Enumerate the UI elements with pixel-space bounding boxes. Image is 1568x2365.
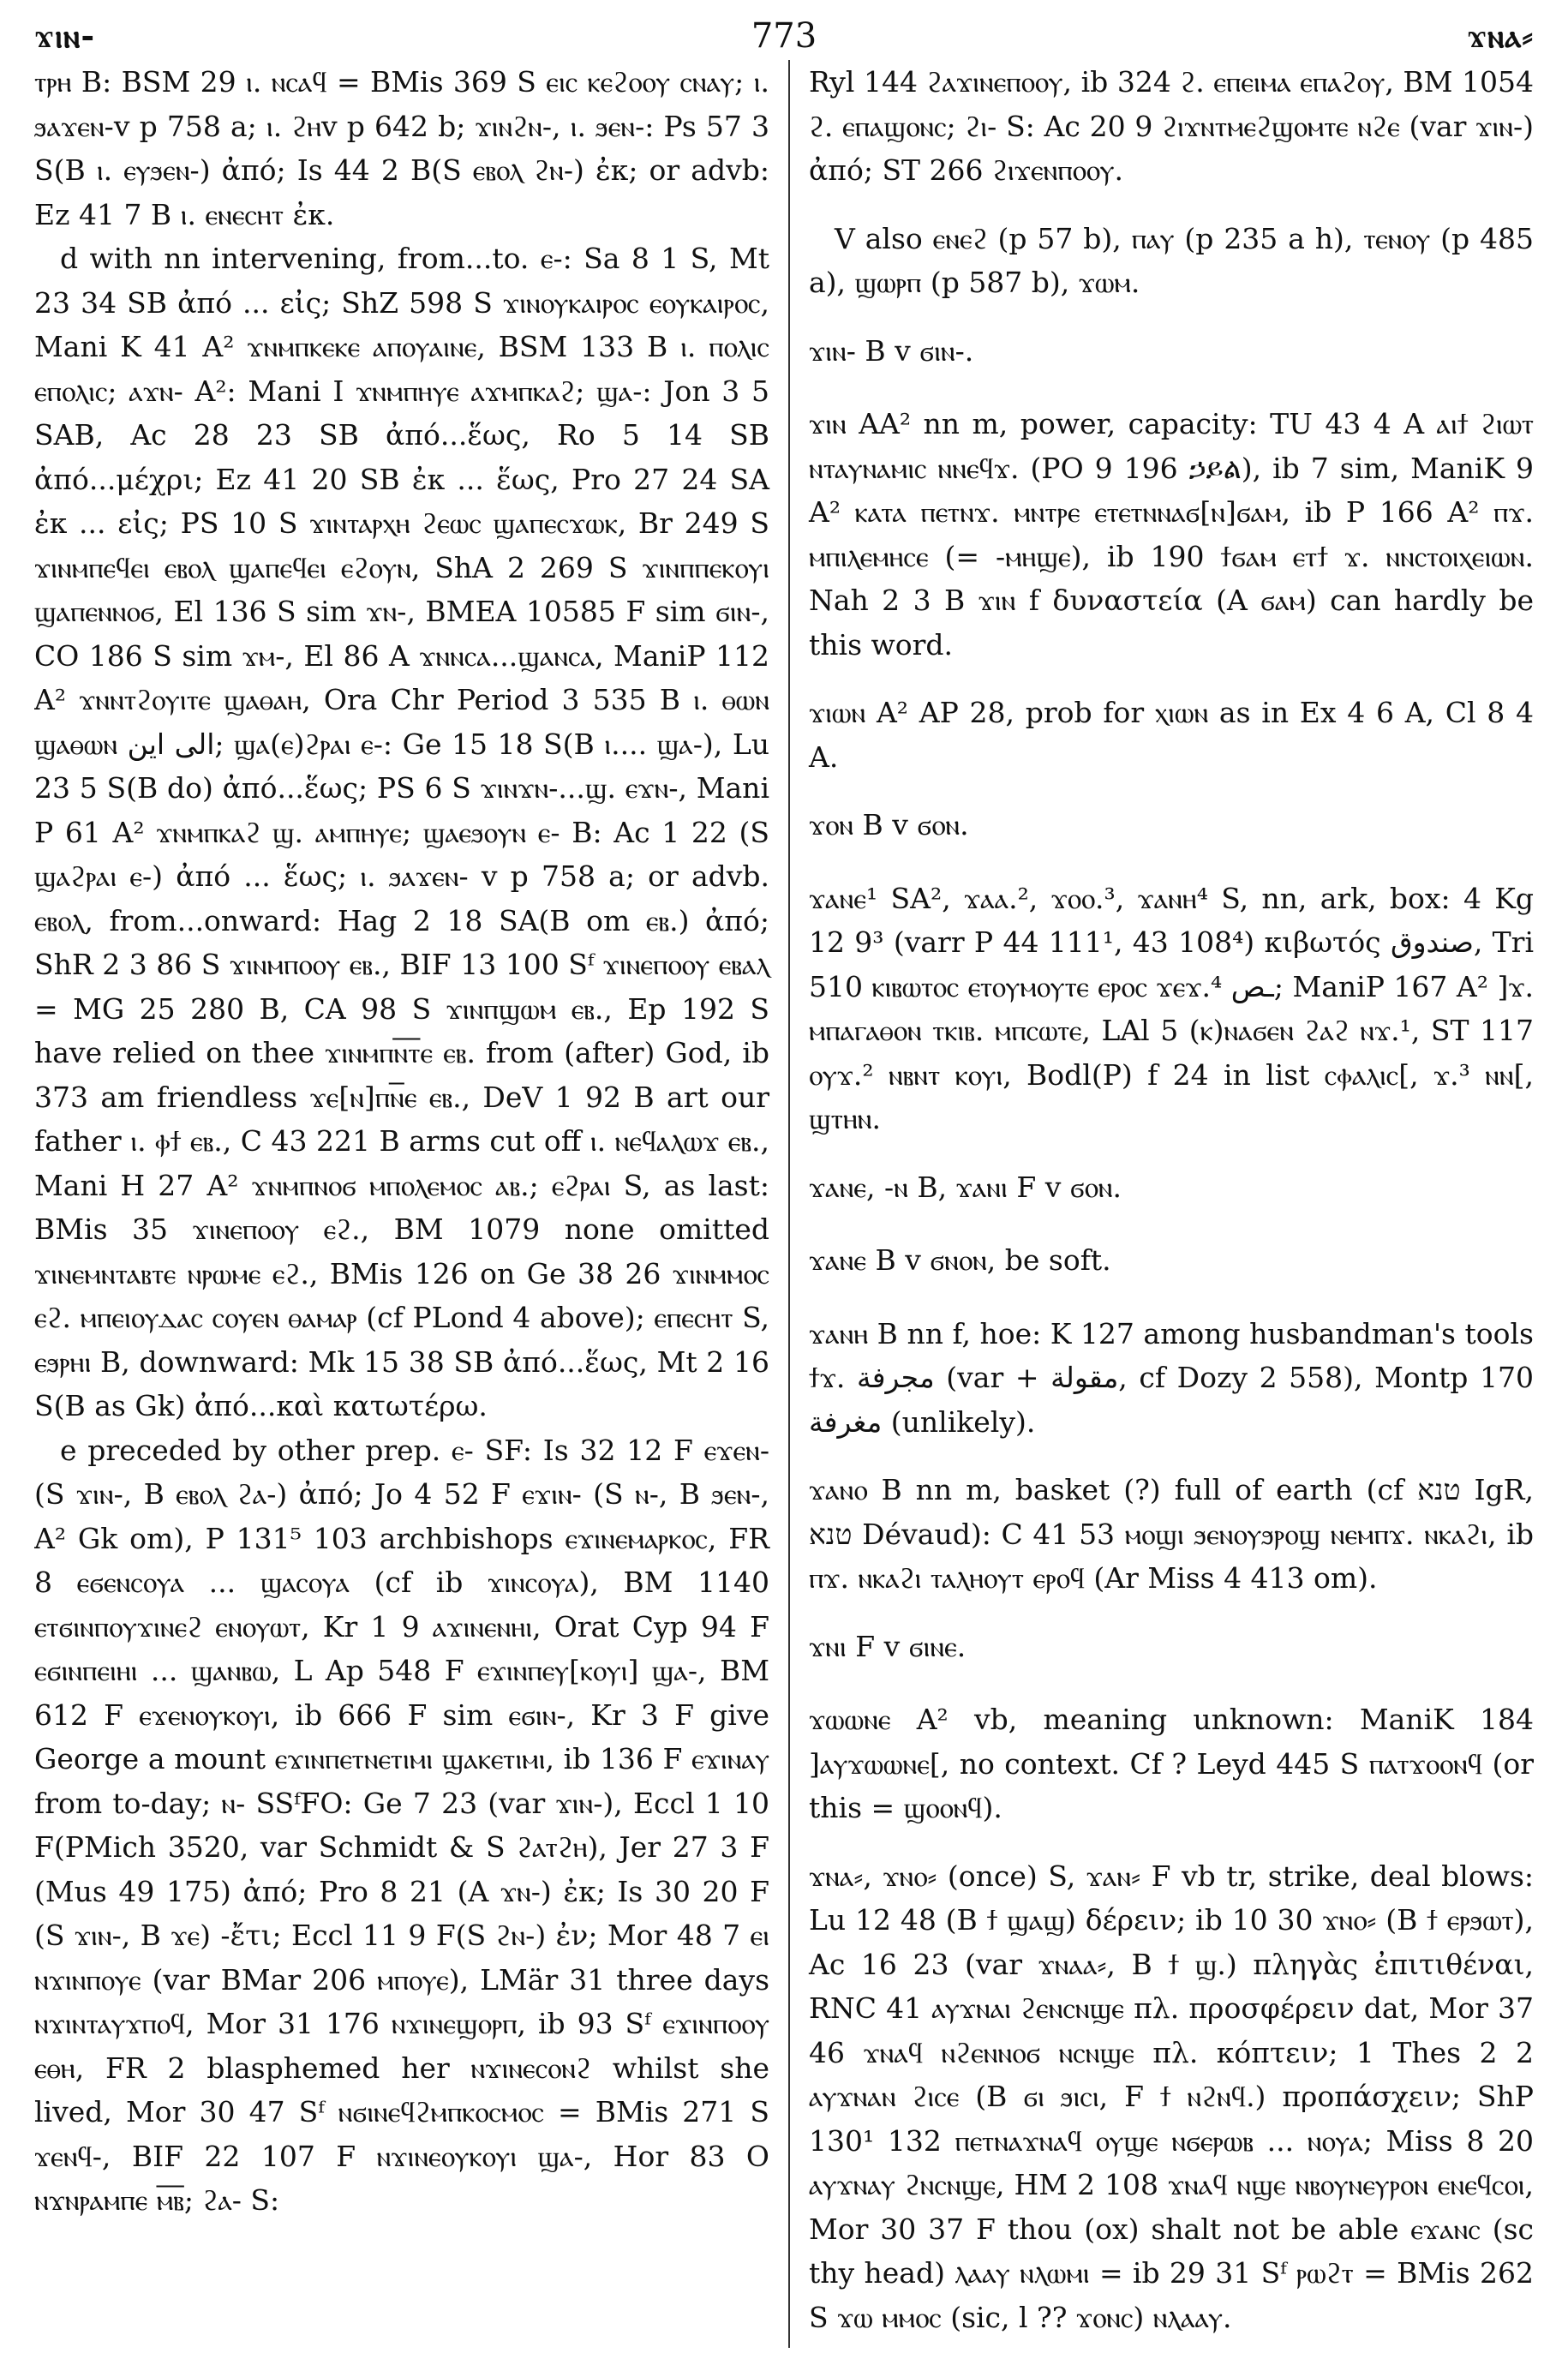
page-number: 773 [751, 16, 817, 56]
right-column [790, 60, 1534, 2348]
dictionary-entry [809, 1468, 1534, 1601]
entry-text: ϫⲓⲛ- B v ϭⲓⲛ-. [809, 333, 974, 368]
entry-text: V also ⲉⲛⲉϩ (p 57 b), ⲡⲁⲩ (p 235 a h), ⲧⲉⲛⲟⲩ (p 485 a), ϣⲱⲣⲡ (p 587 b), ϫⲱⲙ. [809, 221, 1534, 299]
dictionary-entry [809, 1165, 1534, 1210]
entry-text: ϫⲓⲛ AA² nn m, power, capacity: TU 43 4 A ⲁⲓϯ ϩⲓⲱⲧ ⲛⲧⲁⲩⲛⲁⲙⲓⲥ ⲛⲛⲉϥϫ. (PO 9 196 ኃይል), ib 7 sim, ManiK 9 A² ⲕⲁⲧⲁ ⲡⲉⲧⲛϫ. ⲙⲛⲧⲣⲉ ⲉⲧⲉⲧⲛⲛⲁϭ[ⲛ]ϭⲁⲙ, ib P 166 A² ⲡϫ. ⲙⲡⲓⲗⲉⲙⲏⲥⲉ (= -ⲙⲏϣⲉ), ib 190 ϯϭⲁⲙ ⲉⲧϯ ϫ. ⲛⲛⲥⲧⲟⲓⲭⲉⲓⲱⲛ. Nah 2 3 B ϫⲓⲛ f δυναστεία (A ϭⲁⲙ) can hardly be this word. [809, 407, 1534, 662]
subsection-d: d with nn intervening, from...to. ⲉ-: Sa 8 1 S, Mt 23 34 SB ἀπό ... εἰς; ShZ 598 S ϫⲓⲛⲟⲩⲕⲁⲓⲣⲟⲥ ⲉⲟⲩⲕⲁⲓⲣⲟⲥ, Mani K 41 A² ϫⲛⲙⲡⲕⲉⲕⲉ ⲁⲡⲟⲩⲁⲓⲛⲉ, BSM 133 B ⲓ. ⲡⲟⲗⲓⲥ ⲉⲡⲟⲗⲓⲥ; ⲁϫⲛ- A²: Mani I ϫⲛⲙⲡⲏⲩⲉ ⲁϫⲙⲡⲕⲁϩ; ϣⲁ-: Jon 3 5 SAB, Ac 28 23 SB ἀπό...ἕως, Ro 5 14 SB ἀπό...μέχρι; Ez 41 20 SB ἐκ ... ἕως, Pro 27 24 SA ἐκ ... εἰς; PS 10 S ϫⲓⲛⲧⲁⲣⲭⲏ ϩⲉⲱⲥ ϣⲁⲡⲉⲥϫⲱⲕ, Br 249 S ϫⲓⲛⲙⲡⲉϥⲉⲓ ⲉⲃⲟⲗ ϣⲁⲡⲉϥⲉⲓ ⲉϩⲟⲩⲛ, ShA 2 269 S ϫⲓⲛⲡⲡⲉⲕⲟⲩⲓ ϣⲁⲡⲉⲛⲛⲟϭ, El 136 S sim ϫⲛ-, BMEA 10585 F sim ϭⲓⲛ-, CO 186 S sim ϫⲙ-, El 86 A ϫⲛⲛⲥⲁ...ϣⲁⲛⲥⲁ, ManiP 112 A² ϫⲛⲛⲧϩⲟⲩⲓⲧⲉ ϣⲁⲑⲁⲏ, Ora Chr Period 3 535 B ⲓ. ⲑⲱⲛ ϣⲁⲑⲱⲛ الى اين; ϣⲁ(ⲉ)ϩⲣⲁⲓ ⲉ-: Ge 15 18 S(B ⲓ.... ϣⲁ-), Lu 23 5 S(B do) ἀπό...ἕως; PS 6 S ϫⲓⲛϫⲛ-...ϣ. ⲉϫⲛ-, Mani P 61 A² ϫⲛⲙⲡⲕⲁϩ ϣ. ⲁⲙⲡⲏⲩⲉ; ϣⲁⲉϧⲟⲩⲛ ⲉ- B: Ac 1 22 (S ϣⲁϩⲣⲁⲓ ⲉ-) ἀπό ... ἕως; ⲓ. ϧⲁϫⲉⲛ- v p 758 a; or advb. ⲉⲃⲟⲗ, from...onward: Hag 2 18 SA(B om ⲉⲃ.) ἀπό; ShR 2 3 86 S ϫⲓⲛⲙⲡⲟⲟⲩ ⲉⲃ., BIF 13 100 Sᶠ ϫⲓⲛⲉⲡⲟⲟⲩ ⲉⲃⲁⲗ = MG 25 280 B, CA 98 S ϫⲓⲛⲡϣⲱⲙ ⲉⲃ., Ep 192 S have relied on thee ϫⲓⲛⲙⲡⲛ︦ⲧ︦ⲉ ⲉⲃ. from (after) God, ib 373 am friendless ϫⲉ[ⲛ]ⲡⲛ︦ⲉ ⲉⲃ., DeV 1 92 B art our father ⲓ. ⲫϯ ⲉⲃ., C 43 221 B arms cut off ⲓ. ⲛⲉϥⲁⲗⲱϫ ⲉⲃ., Mani H 27 A² ϫⲛⲙⲡⲛⲟϭ ⲙⲡⲟⲗⲉⲙⲟⲥ ⲁⲃ.; ⲉϩⲣⲁⲓ S, as last: BMis 35 ϫⲓⲛⲉⲡⲟⲟⲩ ⲉϩ., BM 1079 none omitted ϫⲓⲛⲉⲙⲛⲧⲁⲃⲧⲉ ⲛⲣⲱⲙⲉ ⲉϩ., BMis 126 on Ge 38 26 ϫⲓⲛⲙⲙⲟⲥ ⲉϩ. ⲙⲡⲉⲓⲟⲩⲇⲁⲥ ⲥⲟⲩⲉⲛ ⲑⲁⲙⲁⲣ (cf PLond 4 above); ⲉⲡⲉⲥⲏⲧ S, ⲉϧⲣⲏⲓ B, downward: Mk 15 38 SB ἀπό...ἕως, Mt 2 16 S(B as Gk) ἀπό...καὶ κατωτέρω. [34, 242, 769, 1422]
entry-text: ϫⲁⲛⲟ B nn m, basket (?) full of earth (cf טנא IgR, טנא Dévaud): C 41 53 ⲙⲟϣⲓ ϧⲉⲛⲟⲩϧⲣⲟϣ ⲛⲉⲙⲡϫ. ⲛⲕⲁϩⲓ, ib ⲡϫ. ⲛⲕⲁϩⲓ ⲧⲁⲗⲏⲟⲩⲧ ⲉⲣⲟϥ (Ar Miss 4 413 om). [809, 1473, 1534, 1595]
entry-text: ϫⲛⲁ⸗, ϫⲛⲟ⸗ (once) S, ϫⲁⲛ⸗ F vb tr, strike, deal blows: Lu 12 48 (B ϯ ϣⲁϣ) δέρειν; ib 10 30 ϫⲛⲟ⸗ (B ϯ ⲉⲣϧⲱⲧ), Ac 16 23 (var ϫⲛⲁⲁ⸗, B ϯ ϣ.) πληγὰς ἐπιτιθέναι, RNC 41 ⲁⲩϫⲛⲁⲓ ϩⲉⲛⲥⲛϣⲉ πλ. προσφέρειν dat, Mor 37 46 ϫⲛⲁϥ ⲛϩⲉⲛⲛⲟϭ ⲛⲥⲛϣⲉ πλ. κόπτειν; 1 Thes 2 2 ⲁⲩϫⲛⲁⲛ ϩⲓⲥⲉ (B ϭⲓ ϧⲓⲥⲓ, F ϯ ⲛϩⲛϥ.) προπάσχειν; ShP 130¹ 132 ⲡⲉⲧⲛⲁϫⲛⲁϥ ⲟⲩϣⲉ ⲛϭⲉⲣⲱⲃ ... ⲛⲟⲩⲁ; Miss 8 20 ⲁⲩϫⲛⲁⲩ ϩⲛⲥⲛϣⲉ, HM 2 108 ϫⲛⲁϥ ⲛϣⲉ ⲛⲃⲟⲩⲛⲉⲩⲣⲟⲛ ⲉⲛⲉϥⲥⲟⲓ, Mor 30 37 F thou (ox) shalt not be able ⲉϫⲁⲛⲥ (sc thy head) ⲗⲁⲁⲩ ⲛⲗⲱⲙⲓ = ib 29 31 Sᶠ ⲣⲱϩⲧ = BMis 262 S ϫⲱ ⲙⲙⲟⲥ (sic, l ?? ϫⲟⲛⲥ) ⲛⲗⲁⲁⲩ. [809, 1859, 1534, 2334]
two-column-body [34, 60, 1534, 2348]
left-column [34, 60, 788, 2348]
dictionary-entry [809, 329, 1534, 374]
dictionary-entry [809, 803, 1534, 847]
dictionary-entry [809, 1625, 1534, 1669]
dictionary-entry [809, 1312, 1534, 1445]
dictionary-entry [809, 1854, 1534, 2340]
entry-text: ϫⲓⲱⲛ A² AP 28, prob for ⲭⲓⲱⲛ as in Ex 4 6 A, Cl 8 4 A. [809, 696, 1534, 774]
page-header [34, 10, 1534, 62]
dictionary-entry [809, 402, 1534, 667]
running-head-left: ϫⲓⲛ- [34, 16, 96, 55]
dictionary-entry [809, 1238, 1534, 1283]
cross-reference-entry [809, 217, 1534, 305]
entry-text: ϫⲁⲛⲉ, -ⲛ B, ϫⲁⲛⲓ F v ϭⲟⲛ. [809, 1170, 1122, 1204]
entry-continuation: ⲧⲣⲏ B: BSM 29 ⲓ. ⲛⲥⲁϥ = BMis 369 S ⲉⲓⲥ ⲕⲉϩⲟⲟⲩ ⲥⲛⲁⲩ; ⲓ. ϧⲁϫⲉⲛ-v p 758 a; ⲓ. ϩⲏv p 642 b; ϫⲓⲛϩⲛ-, ⲓ. ϧⲉⲛ-: Ps 57 3 S(B ⲓ. ⲉⲩϧⲉⲛ-) ἀπό; Is 44 2 B(S ⲉⲃⲟⲗ ϩⲛ-) ἐκ; or advb: Ez 41 7 B ⲓ. ⲉⲛⲉⲥⲏⲧ ἐκ. [34, 65, 769, 231]
dictionary-entry [809, 1697, 1534, 1830]
entry-continuation-right [809, 60, 1534, 193]
entry-text: Ryl 144 ϩⲁϫⲓⲛⲉⲡⲟⲟⲩ, ib 324 ϩ. ⲉⲡⲉⲓⲙⲁ ⲉⲡⲁϩⲟⲩ, BM 1054 ϩ. ⲉⲡⲁϣⲟⲛⲥ; ϩⲓ- S: Ac 20 9 ϩⲓϫⲛⲧⲙⲉϩϣⲟⲙⲧⲉ ⲛϩⲉ (var ϫⲓⲛ-) ἀπό; ST 266 ϩⲓϫⲉⲛⲡⲟⲟⲩ. [809, 65, 1534, 187]
dictionary-entry [809, 691, 1534, 779]
entry-text: ϫⲁⲛⲉ¹ SA², ϫⲁⲁ.², ϫⲟⲟ.³, ϫⲁⲛⲏ⁴ S, nn, ark, box: 4 Kg 12 9³ (varr P 44 111¹, 43 108⁴) κιβωτός صندوق, Tri 510 ⲕⲓⲃⲱⲧⲟⲥ ⲉⲧⲟⲩⲙⲟⲩⲧⲉ ⲉⲣⲟⲥ ϫⲉϫ.⁴ ـص; ManiP 167 A² ]ϫ. ⲙⲡⲁⲅⲁⲑⲟⲛ ⲧⲕⲓⲃ. ⲙⲡⲥⲱⲧⲉ, LAl 5 (ⲕ)ⲛⲁϭⲉⲛ ϩⲁϩ ⲛϫ.¹, ST 117 ⲟⲩϫ.² ⲛⲃⲛⲧ ⲕⲟⲩⲓ, Bodl(P) f 24 in list ⲥⲫⲁⲗⲓⲥ[, ϫ.³ ⲛⲛ[, ϣⲧⲏⲛ. [809, 881, 1534, 1135]
dictionary-entry [809, 877, 1534, 1141]
entry-text: ϫⲟⲛ B v ϭⲟⲛ. [809, 808, 969, 841]
entry-text: ϫⲱⲱⲛⲉ A² vb, meaning unknown: ManiK 184 ]ⲁⲩϫⲱⲱⲛⲉ[, no context. Cf ? Leyd 445 S ⲡⲁⲧϫⲟⲟⲛϥ (or this = ϣⲟⲟⲛϥ). [809, 1703, 1534, 1824]
running-head-right: ϫⲛⲁ⸗ [1467, 16, 1534, 55]
entry-text: ϫⲁⲛⲉ B v ϭⲛⲟⲛ, be soft. [809, 1243, 1111, 1277]
subsection-e: e preceded by other prep. ⲉ- SF: Is 32 12 F ⲉϫⲉⲛ- (S ϫⲓⲛ-, B ⲉⲃⲟⲗ ϩⲁ-) ἀπό; Jo 4 52 F ⲉϫⲓⲛ- (S ⲛ-, B ϧⲉⲛ-, A² Gk om), P 131⁵ 103 archbishops ⲉϫⲓⲛⲉⲙⲁⲣⲕⲟⲥ, FR 8 ⲉϭⲉⲛⲥⲟⲩⲁ ... ϣⲁⲥⲟⲩⲁ (cf ib ϫⲓⲛⲥⲟⲩⲁ), BM 1140 ⲉⲧϭⲓⲛⲡⲟⲩϫⲓⲛⲉϩ ⲉⲛⲟⲩⲱⲧ, Kr 1 9 ⲁϫⲓⲛⲉⲛⲏⲓ, Orat Cyp 94 F ⲉϭⲓⲛⲡⲉⲓⲏⲓ ... ϣⲁⲛⲃⲱ, L Ap 548 F ⲉϫⲓⲛⲡⲉⲩ[ⲕⲟⲩⲓ] ϣⲁ-, BM 612 F ⲉϫⲉⲛⲟⲩⲕⲟⲩⲓ, ib 666 F sim ⲉϭⲓⲛ-, Kr 3 F give George a mount ⲉϫⲓⲛⲡⲉⲧⲛⲉⲧⲓⲙⲓ ϣⲁⲕⲉⲧⲓⲙⲓ, ib 136 F ⲉϫⲓⲛⲁⲩ from to-day; ⲛ- SSᶠFO: Ge 7 23 (var ϫⲓⲛ-), Eccl 1 10 F(PMich 3520, var Schmidt & S ϩⲁⲧϩⲏ), Jer 27 3 F (Mus 49 175) ἀπό; Pro 8 21 (A ϫⲛ-) ἐκ; Is 30 20 F (S ϫⲓⲛ-, B ϫⲉ) -ἔτι; Eccl 11 9 F(S ϩⲛ-) ἐν; Mor 48 7 ⲉⲓ ⲛϫⲓⲛⲡⲟⲩⲉ (var BMar 206 ⲙⲡⲟⲩⲉ), LMär 31 three days ⲛϫⲓⲛⲧⲁⲩϫⲡⲟϥ, Mor 31 176 ⲛϫⲓⲛⲉϣⲟⲣⲡ, ib 93 Sᶠ ⲉϫⲓⲛⲡⲟⲟⲩ ⲉⲑⲏ, FR 2 blasphemed her ⲛϫⲓⲛⲉⲥⲟⲛϩ whilst she lived, Mor 30 47 Sᶠ ⲛϭⲓⲛⲉϥϩⲙⲡⲕⲟⲥⲙⲟⲥ = BMis 271 S ϫⲉⲛϥ-, BIF 22 107 F ⲛϫⲓⲛⲉⲟⲩⲕⲟⲩⲓ ϣⲁ-, Hor 83 O ⲛϫⲛⲣⲁⲙⲡⲉ ⲙ︦ⲃ︦; ϩⲁ- S: [34, 1433, 769, 2217]
entry-text: ϫⲁⲛⲏ B nn f, hoe: K 127 among husbandman's tools ϯϫ. مجرفة (var + مقولة, cf Dozy 2 558), Montp 170 مغرفة (unlikely). [809, 1316, 1534, 1439]
entry-text: ϫⲛⲓ F v ϭⲓⲛⲉ. [809, 1629, 967, 1663]
